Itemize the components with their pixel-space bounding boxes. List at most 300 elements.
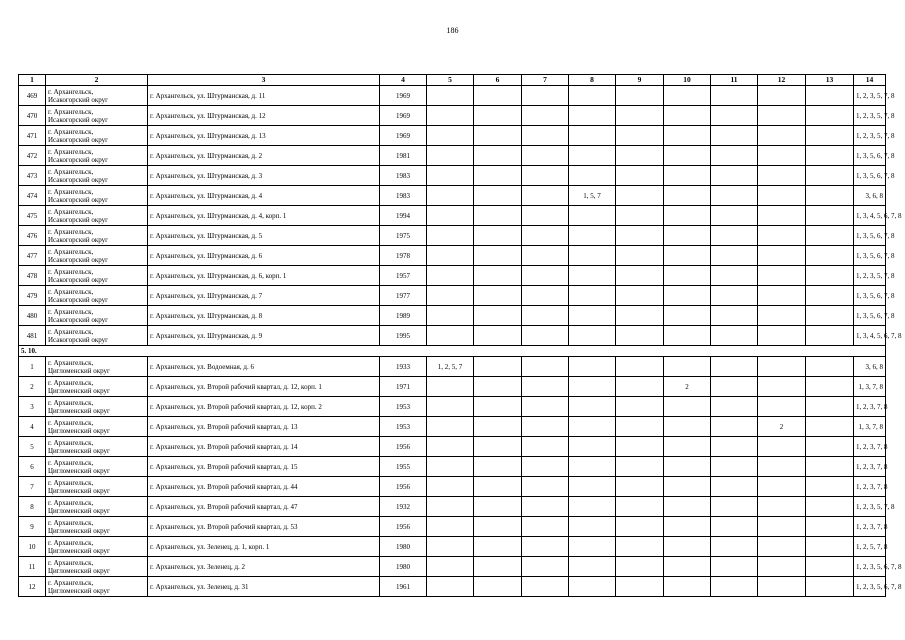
col12-cell — [758, 397, 806, 417]
col5-cell — [427, 106, 474, 126]
col12-cell: 2 — [758, 417, 806, 437]
col6-cell — [474, 497, 522, 517]
column-header: 13 — [806, 75, 854, 86]
col5-cell — [427, 246, 474, 266]
col6-cell — [474, 226, 522, 246]
col6-cell — [474, 437, 522, 457]
area-cell — [46, 206, 148, 226]
column-header: 12 — [758, 75, 806, 86]
column-header: 9 — [616, 75, 664, 86]
col10-cell — [664, 286, 711, 306]
col6-cell — [474, 306, 522, 326]
col14-cell: 3, 6, 8 — [854, 357, 886, 377]
district-name: Цигломенский округ — [48, 366, 110, 375]
col5-cell — [427, 537, 474, 557]
col14-cell: 1, 3, 5, 6, 7, 8 — [854, 306, 886, 326]
col11-cell — [711, 517, 758, 537]
col13-cell — [806, 557, 854, 577]
row-number: 475 — [19, 206, 46, 226]
col10-cell — [664, 326, 711, 346]
col10-cell — [664, 357, 711, 377]
col14-cell: 1, 3, 4, 5, 6, 7, 8 — [854, 326, 886, 346]
row-number: 480 — [19, 306, 46, 326]
col8-cell: 1, 5, 7 — [569, 186, 616, 206]
col5-cell — [427, 577, 474, 597]
col9-cell — [616, 286, 664, 306]
header-row — [19, 75, 886, 86]
col8-cell — [569, 126, 616, 146]
address-cell: г. Архангельск, ул. Штурманская, д. 4 — [148, 186, 380, 206]
address-cell: г. Архангельск, ул. Штурманская, д. 9 — [148, 326, 380, 346]
table-row — [19, 417, 886, 437]
col7-cell — [522, 286, 569, 306]
district-name: Цигломенский округ — [48, 526, 110, 535]
column-header: 4 — [380, 75, 427, 86]
year-cell: 1983 — [380, 186, 427, 206]
col10-cell — [664, 437, 711, 457]
col11-cell — [711, 246, 758, 266]
area-cell — [46, 326, 148, 346]
col11-cell — [711, 577, 758, 597]
col13-cell — [806, 246, 854, 266]
area-cell — [46, 377, 148, 397]
col9-cell — [616, 186, 664, 206]
col5-cell — [427, 86, 474, 106]
year-cell: 1980 — [380, 537, 427, 557]
district-name: Цигломенский округ — [48, 386, 110, 395]
col8-cell — [569, 397, 616, 417]
section-label: 5. 10. — [19, 346, 886, 357]
area-cell — [46, 557, 148, 577]
col5-cell — [427, 146, 474, 166]
city-name: г. Архангельск, — [48, 287, 94, 296]
area-cell — [46, 286, 148, 306]
city-name: г. Архангельск, — [48, 378, 94, 387]
col14-cell: 1, 2, 3, 5, 6, 7, 8 — [854, 557, 886, 577]
col12-cell — [758, 86, 806, 106]
city-name: г. Архангельск, — [48, 247, 94, 256]
col9-cell — [616, 517, 664, 537]
city-name: г. Архангельск, — [48, 327, 94, 336]
table-row — [19, 206, 886, 226]
col12-cell — [758, 126, 806, 146]
col9-cell — [616, 577, 664, 597]
col12-cell — [758, 577, 806, 597]
area-cell — [46, 246, 148, 266]
year-cell: 1953 — [380, 397, 427, 417]
row-number: 472 — [19, 146, 46, 166]
col5-cell — [427, 326, 474, 346]
table-row — [19, 457, 886, 477]
col11-cell — [711, 326, 758, 346]
col11-cell — [711, 206, 758, 226]
col9-cell — [616, 377, 664, 397]
area-cell — [46, 226, 148, 246]
row-number: 9 — [19, 517, 46, 537]
col14-cell: 1, 2, 3, 5, 7, 8 — [854, 266, 886, 286]
district-name: Цигломенский округ — [48, 466, 110, 475]
col5-cell — [427, 206, 474, 226]
col8-cell — [569, 106, 616, 126]
col8-cell — [569, 146, 616, 166]
col7-cell — [522, 306, 569, 326]
col13-cell — [806, 537, 854, 557]
col12-cell — [758, 537, 806, 557]
col7-cell — [522, 326, 569, 346]
column-header: 8 — [569, 75, 616, 86]
row-number: 11 — [19, 557, 46, 577]
col10-cell: 2 — [664, 377, 711, 397]
address-cell: г. Архангельск, ул. Штурманская, д. 11 — [148, 86, 380, 106]
section-header — [19, 346, 886, 357]
year-cell: 1994 — [380, 206, 427, 226]
address-cell: г. Архангельск, ул. Второй рабочий квартал, д. 14 — [148, 437, 380, 457]
col11-cell — [711, 357, 758, 377]
col14-cell: 1, 3, 5, 6, 7, 8 — [854, 226, 886, 246]
col9-cell — [616, 497, 664, 517]
col6-cell — [474, 577, 522, 597]
col8-cell — [569, 326, 616, 346]
col8-cell — [569, 226, 616, 246]
city-name: г. Архангельск, — [48, 558, 94, 567]
area-cell — [46, 397, 148, 417]
column-header: 1 — [19, 75, 46, 86]
col10-cell — [664, 417, 711, 437]
col12-cell — [758, 497, 806, 517]
col9-cell — [616, 417, 664, 437]
col10-cell — [664, 517, 711, 537]
row-number: 481 — [19, 326, 46, 346]
table-row — [19, 146, 886, 166]
area-cell — [46, 126, 148, 146]
row-number: 2 — [19, 377, 46, 397]
col10-cell — [664, 146, 711, 166]
col7-cell — [522, 166, 569, 186]
table-row — [19, 537, 886, 557]
col10-cell — [664, 186, 711, 206]
col6-cell — [474, 477, 522, 497]
col14-cell: 1, 3, 5, 6, 7, 8 — [854, 146, 886, 166]
col13-cell — [806, 397, 854, 417]
year-cell: 1955 — [380, 457, 427, 477]
area-cell — [46, 477, 148, 497]
row-number: 469 — [19, 86, 46, 106]
col8-cell — [569, 377, 616, 397]
col7-cell — [522, 126, 569, 146]
col7-cell — [522, 186, 569, 206]
col5-cell — [427, 457, 474, 477]
col12-cell — [758, 357, 806, 377]
address-cell: г. Архангельск, ул. Штурманская, д. 12 — [148, 106, 380, 126]
col6-cell — [474, 417, 522, 437]
col11-cell — [711, 497, 758, 517]
area-cell — [46, 106, 148, 126]
col8-cell — [569, 577, 616, 597]
table-row — [19, 517, 886, 537]
col14-cell: 1, 3, 7, 8 — [854, 377, 886, 397]
area-cell — [46, 437, 148, 457]
col9-cell — [616, 266, 664, 286]
city-name: г. Архангельск, — [48, 267, 94, 276]
row-number: 478 — [19, 266, 46, 286]
col13-cell — [806, 86, 854, 106]
col9-cell — [616, 226, 664, 246]
col12-cell — [758, 106, 806, 126]
col11-cell — [711, 186, 758, 206]
col13-cell — [806, 517, 854, 537]
city-name: г. Архангельск, — [48, 227, 94, 236]
year-cell: 1953 — [380, 417, 427, 437]
year-cell: 1961 — [380, 577, 427, 597]
area-cell — [46, 357, 148, 377]
district-name: Цигломенский округ — [48, 486, 110, 495]
col11-cell — [711, 457, 758, 477]
col11-cell — [711, 417, 758, 437]
col7-cell — [522, 377, 569, 397]
district-name: Исакогорский округ — [48, 155, 109, 164]
city-name: г. Архангельск, — [48, 458, 94, 467]
col10-cell — [664, 557, 711, 577]
col9-cell — [616, 206, 664, 226]
col9-cell — [616, 106, 664, 126]
district-name: Исакогорский округ — [48, 115, 109, 124]
col9-cell — [616, 557, 664, 577]
row-number: 476 — [19, 226, 46, 246]
col8-cell — [569, 86, 616, 106]
col5-cell — [427, 477, 474, 497]
address-cell: г. Архангельск, ул. Второй рабочий квартал, д. 13 — [148, 417, 380, 437]
col11-cell — [711, 377, 758, 397]
col12-cell — [758, 226, 806, 246]
col11-cell — [711, 266, 758, 286]
col5-cell — [427, 226, 474, 246]
col8-cell — [569, 417, 616, 437]
city-name: г. Архангельск, — [48, 438, 94, 447]
col10-cell — [664, 577, 711, 597]
col14-cell: 1, 2, 3, 5, 6, 7, 8 — [854, 577, 886, 597]
col13-cell — [806, 286, 854, 306]
col5-cell — [427, 377, 474, 397]
district-name: Исакогорский округ — [48, 195, 109, 204]
col11-cell — [711, 126, 758, 146]
col12-cell — [758, 457, 806, 477]
col13-cell — [806, 437, 854, 457]
district-name: Цигломенский округ — [48, 506, 110, 515]
year-cell: 1957 — [380, 266, 427, 286]
row-number: 8 — [19, 497, 46, 517]
col6-cell — [474, 557, 522, 577]
col10-cell — [664, 477, 711, 497]
col10-cell — [664, 166, 711, 186]
area-cell — [46, 146, 148, 166]
address-cell: г. Архангельск, ул. Водоемная, д. 6 — [148, 357, 380, 377]
col6-cell — [474, 126, 522, 146]
year-cell: 1975 — [380, 226, 427, 246]
col13-cell — [806, 417, 854, 437]
col14-cell: 1, 2, 3, 7, 8 — [854, 397, 886, 417]
row-number: 477 — [19, 246, 46, 266]
col14-cell: 1, 2, 3, 7, 8 — [854, 437, 886, 457]
col7-cell — [522, 457, 569, 477]
col6-cell — [474, 186, 522, 206]
column-header: 3 — [148, 75, 380, 86]
district-name: Исакогорский округ — [48, 275, 109, 284]
city-name: г. Архангельск, — [48, 307, 94, 316]
row-number: 474 — [19, 186, 46, 206]
col6-cell — [474, 537, 522, 557]
col6-cell — [474, 266, 522, 286]
year-cell: 1978 — [380, 246, 427, 266]
col7-cell — [522, 577, 569, 597]
col9-cell — [616, 126, 664, 146]
column-header: 6 — [474, 75, 522, 86]
col8-cell — [569, 306, 616, 326]
area-cell — [46, 166, 148, 186]
row-number: 6 — [19, 457, 46, 477]
col12-cell — [758, 437, 806, 457]
city-name: г. Архангельск, — [48, 578, 94, 587]
col11-cell — [711, 106, 758, 126]
col13-cell — [806, 326, 854, 346]
col8-cell — [569, 437, 616, 457]
area-cell — [46, 306, 148, 326]
col13-cell — [806, 457, 854, 477]
col11-cell — [711, 286, 758, 306]
col6-cell — [474, 326, 522, 346]
year-cell: 1981 — [380, 146, 427, 166]
col10-cell — [664, 497, 711, 517]
col12-cell — [758, 206, 806, 226]
address-cell: г. Архангельск, ул. Второй рабочий квартал, д. 44 — [148, 477, 380, 497]
col14-cell: 1, 2, 3, 7, 8 — [854, 477, 886, 497]
col6-cell — [474, 377, 522, 397]
district-name: Исакогорский округ — [48, 215, 109, 224]
col5-cell — [427, 186, 474, 206]
row-number: 5 — [19, 437, 46, 457]
col14-cell: 1, 2, 3, 7, 8 — [854, 457, 886, 477]
col7-cell — [522, 437, 569, 457]
col6-cell — [474, 106, 522, 126]
address-cell: г. Архангельск, ул. Зеленец, д. 31 — [148, 577, 380, 597]
col7-cell — [522, 246, 569, 266]
col9-cell — [616, 326, 664, 346]
year-cell: 1933 — [380, 357, 427, 377]
col6-cell — [474, 286, 522, 306]
city-name: г. Архангельск, — [48, 87, 94, 96]
row-number: 473 — [19, 166, 46, 186]
city-name: г. Архангельск, — [48, 147, 94, 156]
address-cell: г. Архангельск, ул. Зеленец, д. 1, корп. 1 — [148, 537, 380, 557]
col14-cell: 1, 2, 3, 5, 7, 8 — [854, 86, 886, 106]
address-cell: г. Архангельск, ул. Штурманская, д. 6 — [148, 246, 380, 266]
col9-cell — [616, 477, 664, 497]
district-name: Цигломенский округ — [48, 566, 110, 575]
col6-cell — [474, 86, 522, 106]
area-cell — [46, 517, 148, 537]
district-name: Цигломенский округ — [48, 546, 110, 555]
col6-cell — [474, 397, 522, 417]
address-cell: г. Архангельск, ул. Второй рабочий квартал, д. 15 — [148, 457, 380, 477]
col13-cell — [806, 126, 854, 146]
col7-cell — [522, 517, 569, 537]
col5-cell — [427, 306, 474, 326]
col13-cell — [806, 106, 854, 126]
col12-cell — [758, 186, 806, 206]
city-name: г. Архангельск, — [48, 418, 94, 427]
col13-cell — [806, 377, 854, 397]
city-name: г. Архангельск, — [48, 207, 94, 216]
col6-cell — [474, 166, 522, 186]
col10-cell — [664, 537, 711, 557]
col12-cell — [758, 266, 806, 286]
district-name: Цигломенский округ — [48, 586, 110, 595]
address-cell: г. Архангельск, ул. Штурманская, д. 8 — [148, 306, 380, 326]
col12-cell — [758, 377, 806, 397]
col11-cell — [711, 226, 758, 246]
year-cell: 1969 — [380, 106, 427, 126]
table-row — [19, 306, 886, 326]
col8-cell — [569, 497, 616, 517]
col5-cell — [427, 437, 474, 457]
city-name: г. Архангельск, — [48, 478, 94, 487]
col8-cell — [569, 266, 616, 286]
district-name: Цигломенский округ — [48, 446, 110, 455]
column-header: 10 — [664, 75, 711, 86]
col6-cell — [474, 246, 522, 266]
col11-cell — [711, 86, 758, 106]
address-cell: г. Архангельск, ул. Штурманская, д. 4, корп. 1 — [148, 206, 380, 226]
district-name: Исакогорский округ — [48, 295, 109, 304]
table-row — [19, 437, 886, 457]
col13-cell — [806, 477, 854, 497]
col14-cell: 1, 2, 5, 7, 8 — [854, 537, 886, 557]
address-cell: г. Архангельск, ул. Второй рабочий квартал, д. 47 — [148, 497, 380, 517]
col8-cell — [569, 537, 616, 557]
table-row — [19, 166, 886, 186]
table-row — [19, 326, 886, 346]
column-header: 5 — [427, 75, 474, 86]
col8-cell — [569, 246, 616, 266]
col12-cell — [758, 477, 806, 497]
area-cell — [46, 266, 148, 286]
area-cell — [46, 417, 148, 437]
col5-cell — [427, 286, 474, 306]
district-name: Исакогорский округ — [48, 95, 109, 104]
col11-cell — [711, 166, 758, 186]
col13-cell — [806, 497, 854, 517]
year-cell: 1932 — [380, 497, 427, 517]
table-row — [19, 557, 886, 577]
col5-cell — [427, 126, 474, 146]
table-row — [19, 477, 886, 497]
row-number: 7 — [19, 477, 46, 497]
col11-cell — [711, 537, 758, 557]
page-number: 186 — [446, 26, 459, 35]
year-cell: 1971 — [380, 377, 427, 397]
col10-cell — [664, 206, 711, 226]
col13-cell — [806, 166, 854, 186]
col6-cell — [474, 206, 522, 226]
table-row — [19, 286, 886, 306]
city-name: г. Архангельск, — [48, 398, 94, 407]
col13-cell — [806, 357, 854, 377]
city-name: г. Архангельск, — [48, 127, 94, 136]
address-cell: г. Архангельск, ул. Штурманская, д. 6, корп. 1 — [148, 266, 380, 286]
table-row — [19, 497, 886, 517]
column-header: 14 — [854, 75, 886, 86]
table-row — [19, 397, 886, 417]
district-name: Исакогорский округ — [48, 255, 109, 264]
